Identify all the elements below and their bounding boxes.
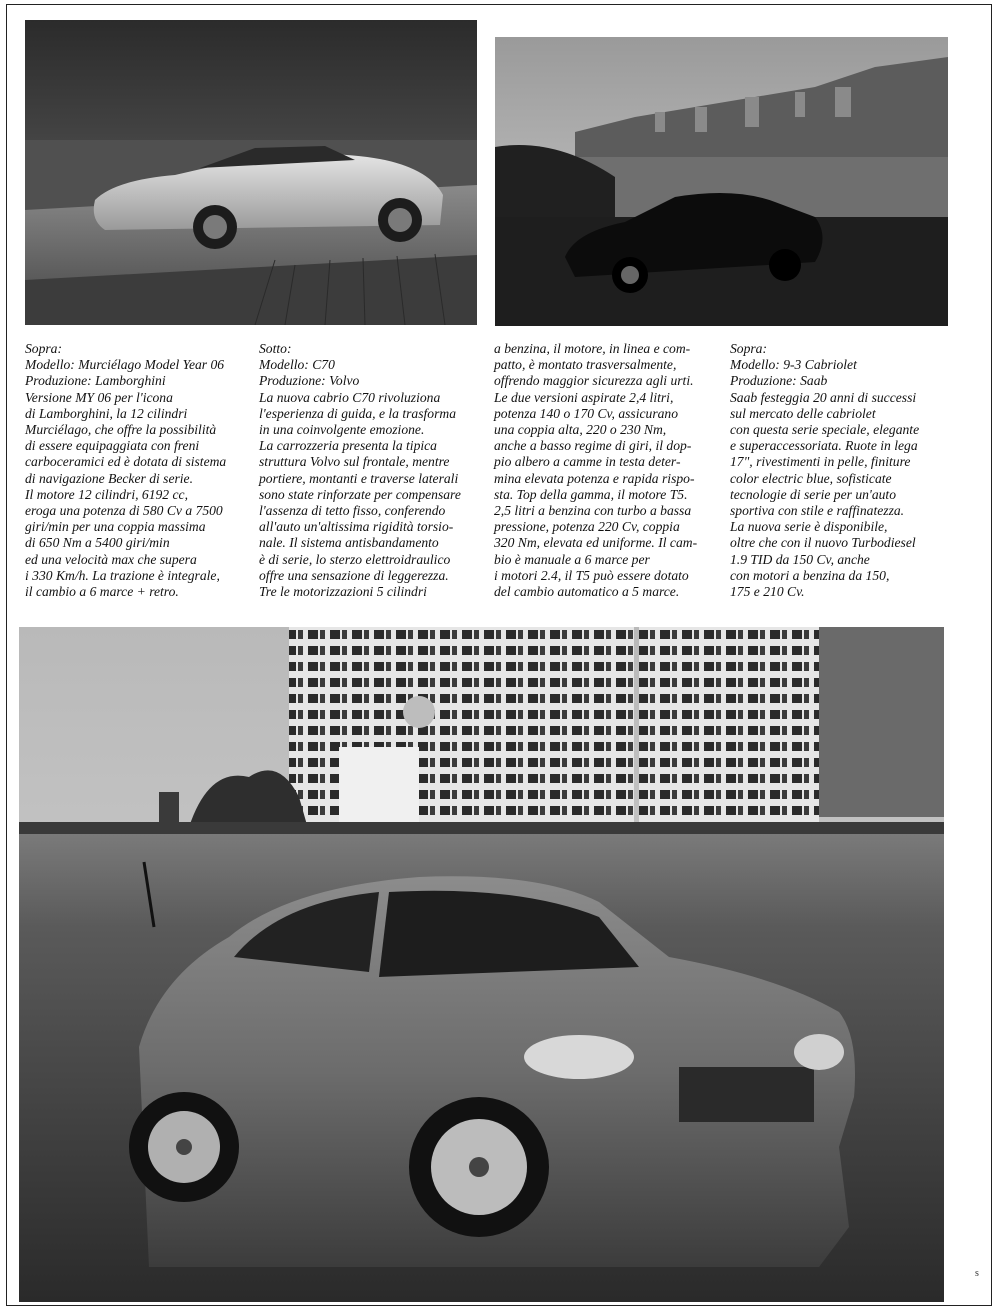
caption-line: è di serie, lo sterzo elettroidraulico [259,551,451,567]
caption-line: portiere, montanti e traverse laterali [259,470,459,486]
volvo-c70-photo [19,627,944,1302]
caption-line: La nuova cabrio C70 rivoluziona [259,389,441,405]
caption-line: Le due versioni aspirate 2,4 litri, [494,389,674,405]
caption-line: pio albero a camme in testa deter- [494,454,681,470]
caption-line: Sopra: [25,341,63,356]
lamborghini-photo [25,20,477,325]
caption-line: La carrozzeria presenta la tipica [259,438,437,454]
caption-line: del cambio automatico a 5 marce. [494,584,680,600]
caption-line: all'auto un'altissima rigidità torsio- [259,519,454,535]
caption-line: Sotto: [259,341,292,356]
caption-line: eroga una potenza di 580 Cv a 7500 [25,503,223,519]
caption-line: di Lamborghini, la 12 cilindri [25,405,188,421]
caption-line: sta. Top della gamma, il motore T5. [494,486,688,502]
caption-line: struttura Volvo sul frontale, mentre [259,454,450,470]
caption-saab [730,341,919,600]
caption-line: pressione, potenza 220 Cv, coppia [494,519,680,535]
caption-line: Modello: 9-3 Cabriolet [730,357,857,373]
caption-line: Modello: C70 [259,357,335,373]
caption-line: e superaccessoriata. Ruote in lega [730,438,918,454]
caption-line: in una coinvolgente emozione. [259,422,425,438]
caption-line: una coppia alta, 220 o 230 Nm, [494,422,667,438]
caption-line: anche a basso regime di giri, il dop- [494,438,692,454]
caption-line: Produzione: Lamborghini [25,373,166,389]
caption-line: con questa serie speciale, elegante [730,422,920,438]
caption-line: Versione MY 06 per l'icona [25,389,173,405]
caption-line: i motori 2.4, il T5 può essere dotato [494,567,689,583]
caption-line: potenza 140 o 170 Cv, assicurano [494,405,679,421]
caption-line: di navigazione Becker di serie. [25,470,193,486]
caption-line: La nuova serie è disponibile, [730,519,888,535]
caption-line: di 650 Nm a 5400 giri/min [25,535,170,551]
caption-line: sportiva con stile e raffinatezza. [730,503,905,519]
caption-line: Produzione: Volvo [259,373,360,389]
caption-line: nale. Il sistema antisbandamento [259,535,439,551]
caption-line: tecnologie di serie per un'auto [730,486,896,502]
caption-line: carboceramici ed è dotata di sistema [25,454,227,470]
caption-line: i 330 Km/h. La trazione è integrale, [25,567,220,583]
caption-line: l'esperienza di guida, e la trasforma [259,405,456,421]
caption-line: con motori a benzina da 150, [730,567,890,583]
caption-murcielago [25,341,226,600]
caption-line: Il motore 12 cilindri, 6192 cc, [25,486,188,502]
caption-line: Saab festeggia 20 anni di successi [730,389,917,405]
caption-line: il cambio a 6 marce + retro. [25,584,179,600]
edge-mark: s [975,1268,979,1279]
caption-line: Murciélago, che offre la possibilità [25,422,217,438]
caption-line: giri/min per una coppia massima [25,519,206,535]
caption-line: sono state rinforzate per compensare [259,486,461,502]
caption-line: color electric blue, sofisticate [730,470,892,486]
caption-line: mina elevata potenza e rapida rispo- [494,470,695,486]
caption-c70-continued [494,341,697,600]
caption-line: bio è manuale a 6 marce per [494,551,650,567]
saab-photo [495,37,948,326]
caption-line: di essere equipaggiata con freni [25,438,200,454]
caption-line: Produzione: Saab [730,373,828,389]
caption-line: offrendo maggior sicurezza agli urti. [494,373,694,389]
caption-line: sul mercato delle cabriolet [730,405,876,421]
caption-line: Tre le motorizzazioni 5 cilindri [259,584,427,600]
caption-line: patto, è montato trasversalmente, [494,357,677,373]
caption-line: 17", rivestimenti in pelle, finiture [730,454,911,470]
caption-line: 2,5 litri a benzina con turbo a bassa [494,503,692,519]
caption-line: Sopra: [730,341,768,356]
caption-line: 1.9 TID da 150 Cv, anche [730,551,870,567]
caption-line: 320 Nm, elevata ed uniforme. Il cam- [494,535,698,551]
caption-c70 [259,341,461,600]
caption-line: l'assenza di tetto fisso, conferendo [259,503,446,519]
caption-line: Modello: Murciélago Model Year 06 [25,357,225,373]
caption-line: ed una velocità max che supera [25,551,197,567]
caption-line: offre una sensazione di leggerezza. [259,567,449,583]
caption-line: a benzina, il motore, in linea e com- [494,341,691,356]
caption-line: oltre che con il nuovo Turbodiesel [730,535,916,551]
caption-line: 175 e 210 Cv. [730,584,805,600]
